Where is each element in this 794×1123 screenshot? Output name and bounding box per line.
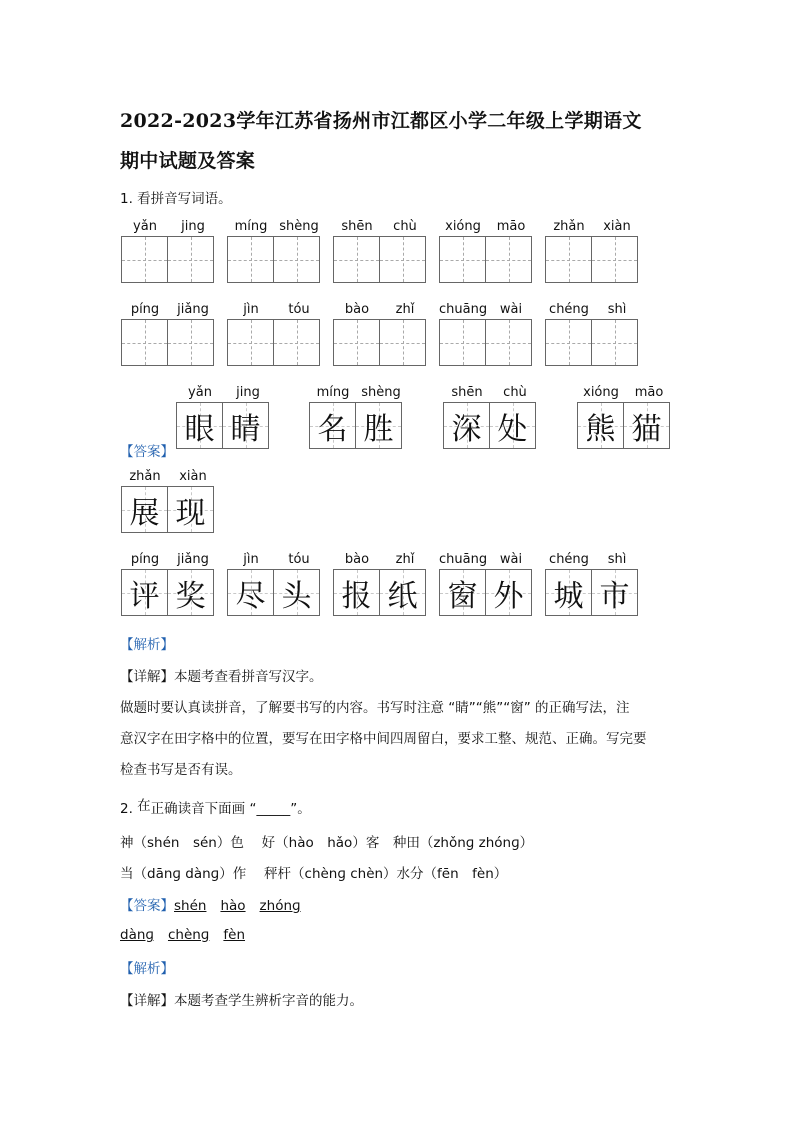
- answer-grid-cell: [167, 569, 214, 616]
- answer-grid-cell: [176, 402, 223, 449]
- answer-grid-cell: [443, 402, 490, 449]
- pinyin-label: shēn: [341, 219, 373, 234]
- word-group: [333, 552, 429, 616]
- answer-character: 城: [553, 578, 584, 614]
- answer-character: 胜: [363, 411, 394, 447]
- answer-grid-cell: [355, 402, 402, 449]
- pinyin-label: jing: [181, 219, 205, 234]
- q2-answer-tag: 【答案】: [120, 898, 174, 914]
- pinyin-label: zhǎn: [129, 469, 161, 484]
- answer-character: 深: [451, 411, 482, 447]
- q1-detail: [120, 665, 323, 685]
- q2-label: [120, 797, 311, 817]
- answer-grid-cell: [577, 402, 624, 449]
- pinyin-label: yǎn: [188, 385, 212, 400]
- pinyin-label: jiǎng: [177, 552, 209, 567]
- blank-grid-cell[interactable]: [379, 319, 426, 366]
- q2-zai: 在: [137, 798, 151, 814]
- detail-tag: 【详解】: [120, 993, 174, 1009]
- blank-grid-cell[interactable]: [591, 319, 638, 366]
- answer-character: 眼: [184, 411, 215, 447]
- word-group: [309, 385, 405, 449]
- pinyin-label: shèng: [361, 385, 401, 400]
- word-group: [545, 552, 641, 616]
- pinyin-label: chuāng: [439, 552, 488, 567]
- answer-grid-cell: [489, 402, 536, 449]
- q2-ans: fèn: [223, 927, 246, 943]
- pinyin-label: zhǐ: [395, 552, 415, 567]
- blank-grid-cell[interactable]: [485, 319, 532, 366]
- detail-tag: 【详解】: [120, 669, 174, 685]
- pinyin-label: māo: [634, 385, 664, 400]
- pinyin-label: jiǎng: [177, 302, 209, 317]
- detail-text: 本题考查学生辨析字音的能力。: [174, 993, 363, 1009]
- pinyin-label: tóu: [288, 552, 310, 567]
- q2-text: 正确读音下面画 “_____”。: [150, 801, 311, 817]
- q2-line2: 当（dānɡ dànɡ）作 秤杆（chènɡ chèn）水分（fēn fèn）: [120, 866, 508, 882]
- blank-grid-cell[interactable]: [439, 236, 486, 283]
- word-group: [227, 552, 323, 616]
- pinyin-label: jìn: [243, 552, 259, 567]
- word-group: [333, 302, 429, 366]
- q2-answer-line1: [120, 894, 315, 914]
- q2-ans: hào: [220, 898, 246, 914]
- word-group: [545, 219, 641, 283]
- pinyin-label: chù: [393, 219, 417, 234]
- answer-character: 窗: [447, 578, 478, 614]
- pinyin-label: jing: [236, 385, 260, 400]
- word-group: [176, 385, 272, 449]
- answer-character: 评: [129, 578, 160, 614]
- answer-character: 睛: [230, 411, 261, 447]
- blank-grid-cell[interactable]: [333, 319, 380, 366]
- answer-grid-cell: [273, 569, 320, 616]
- pinyin-label: chù: [503, 385, 527, 400]
- blank-grid-cell[interactable]: [379, 236, 426, 283]
- q2-detail: [120, 989, 363, 1009]
- word-group: [121, 302, 217, 366]
- pinyin-label: jìn: [243, 302, 259, 317]
- word-group: [121, 552, 217, 616]
- blank-grid-cell[interactable]: [545, 236, 592, 283]
- blank-grid-cell[interactable]: [121, 236, 168, 283]
- doc-title-line1: 2022-2023学年江苏省扬州市江都区小学二年级上学期语文: [120, 110, 642, 132]
- answer-grid-cell: [167, 486, 214, 533]
- q1-analysis-tag: 【解析】: [120, 637, 174, 653]
- blank-grid-cell[interactable]: [591, 236, 638, 283]
- pinyin-label: shēn: [451, 385, 483, 400]
- blank-grid-cell[interactable]: [439, 319, 486, 366]
- pinyin-label: māo: [496, 219, 526, 234]
- answer-grid-cell: [309, 402, 356, 449]
- word-group: [121, 469, 217, 533]
- blank-grid-cell[interactable]: [273, 236, 320, 283]
- blank-grid-cell[interactable]: [545, 319, 592, 366]
- word-group: [577, 385, 673, 449]
- word-group: [227, 302, 323, 366]
- answer-character: 猫: [631, 411, 662, 447]
- word-group: [333, 219, 429, 283]
- q2-analysis-tag: 【解析】: [120, 961, 174, 977]
- q1-para3: 检查书写是否有误。: [120, 762, 242, 778]
- pinyin-label: xióng: [583, 385, 619, 400]
- word-group: [439, 302, 535, 366]
- answer-character: 头: [281, 578, 312, 614]
- answer-character: 处: [497, 411, 528, 447]
- pinyin-label: shèng: [279, 219, 319, 234]
- answer-grid-cell: [333, 569, 380, 616]
- word-group: [545, 302, 641, 366]
- blank-grid-cell[interactable]: [485, 236, 532, 283]
- pinyin-label: chéng: [549, 552, 589, 567]
- answer-character: 报: [341, 578, 372, 614]
- blank-grid-cell[interactable]: [227, 236, 274, 283]
- pinyin-label: xióng: [445, 219, 481, 234]
- blank-grid-cell[interactable]: [227, 319, 274, 366]
- pinyin-label: míng: [234, 219, 268, 234]
- word-group: [439, 219, 535, 283]
- word-group: [439, 552, 535, 616]
- pinyin-label: píng: [130, 552, 160, 567]
- pinyin-label: chéng: [549, 302, 589, 317]
- q2-ans: zhónɡ: [259, 898, 301, 914]
- answer-grid-cell: [439, 569, 486, 616]
- answer-character: 市: [599, 578, 630, 614]
- answer-character: 纸: [387, 578, 418, 614]
- answer-character: 奖: [175, 578, 206, 614]
- q2-ans: chènɡ: [167, 927, 210, 943]
- answer-grid-cell: [379, 569, 426, 616]
- q1-label: 1. 看拼音写词语。: [120, 191, 232, 207]
- blank-grid-cell[interactable]: [167, 236, 214, 283]
- pinyin-label: míng: [316, 385, 350, 400]
- pinyin-label: bào: [344, 302, 370, 317]
- answer-character: 名: [317, 411, 348, 447]
- answer-character: 外: [493, 578, 524, 614]
- q2-ans: dànɡ: [120, 927, 154, 943]
- pinyin-label: píng: [130, 302, 160, 317]
- q1-para1: 做题时要认真读拼音，了解要书写的内容。书写时注意 “睛”“熊”“窗” 的正确写法，注: [120, 700, 630, 716]
- pinyin-label: shì: [607, 552, 627, 567]
- pinyin-label: zhǐ: [395, 302, 415, 317]
- answer-character: 现: [175, 495, 206, 531]
- q1-para2: 意汉字在田字格中的位置，要写在田字格中间四周留白，要求工整、规范、正确。写完要: [120, 731, 647, 747]
- q1-answer-tag: 【答案】: [120, 444, 174, 460]
- blank-grid-cell[interactable]: [273, 319, 320, 366]
- answer-character: 展: [129, 495, 160, 531]
- word-group: [121, 219, 217, 283]
- q2-ans: shén: [174, 898, 207, 914]
- pinyin-label: chuāng: [439, 302, 488, 317]
- answer-grid-cell: [591, 569, 638, 616]
- blank-grid-cell[interactable]: [333, 236, 380, 283]
- blank-grid-cell[interactable]: [121, 319, 168, 366]
- answer-grid-cell: [485, 569, 532, 616]
- answer-grid-cell: [222, 402, 269, 449]
- answer-grid-cell: [545, 569, 592, 616]
- answer-grid-cell: [623, 402, 670, 449]
- doc-title-line2: 期中试题及答案: [120, 150, 256, 172]
- pinyin-label: xiàn: [179, 469, 207, 484]
- answer-character: 熊: [585, 411, 616, 447]
- pinyin-label: yǎn: [133, 219, 157, 234]
- pinyin-label: tóu: [288, 302, 310, 317]
- pinyin-label: wài: [499, 552, 523, 567]
- pinyin-label: shì: [607, 302, 627, 317]
- answer-grid-cell: [121, 569, 168, 616]
- answer-grid-cell: [227, 569, 274, 616]
- q2-answer-line2: [120, 927, 259, 943]
- detail-text: 本题考查看拼音写汉字。: [174, 669, 323, 685]
- blank-grid-cell[interactable]: [167, 319, 214, 366]
- answer-character: 尽: [235, 578, 266, 614]
- word-group: [443, 385, 539, 449]
- word-group: [227, 219, 323, 283]
- q2-line1: 神（shén sén）色 好（hào hǎo）客 种田（zhǒnɡ zhónɡ）: [120, 835, 534, 851]
- pinyin-label: xiàn: [603, 219, 631, 234]
- answer-grid-cell: [121, 486, 168, 533]
- pinyin-label: zhǎn: [553, 219, 585, 234]
- q2-num: 2.: [120, 801, 138, 817]
- pinyin-label: bào: [344, 552, 370, 567]
- pinyin-label: wài: [499, 302, 523, 317]
